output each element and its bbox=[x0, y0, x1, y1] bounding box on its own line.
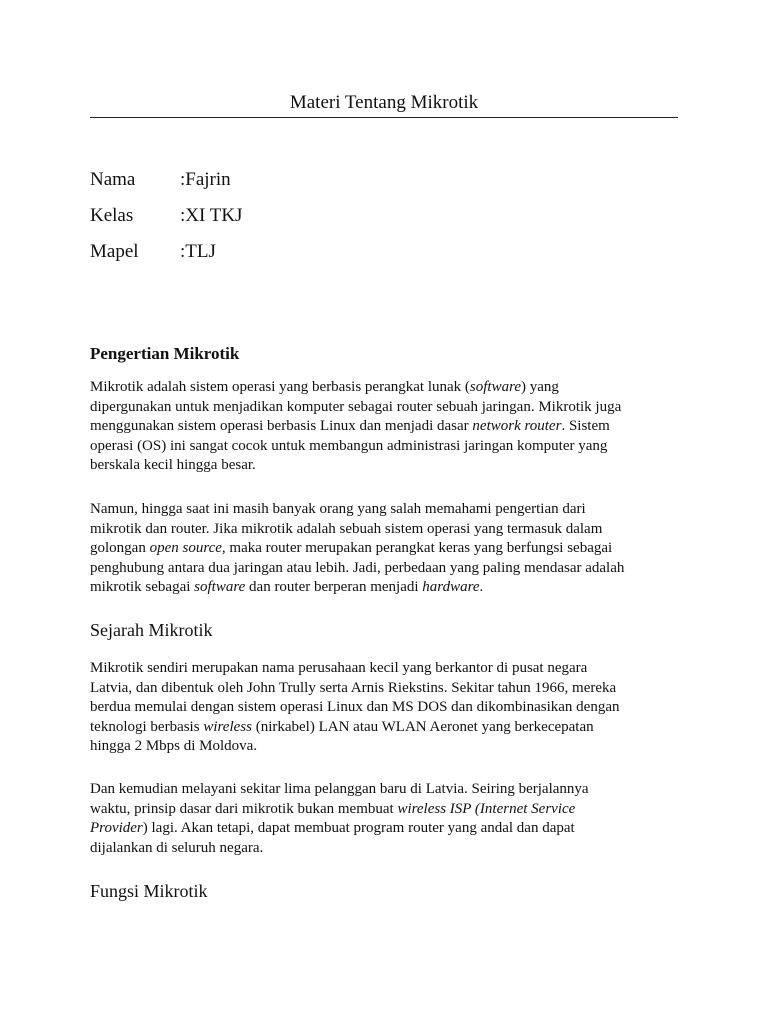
italic-text: software bbox=[194, 579, 246, 596]
paragraph-line bbox=[90, 839, 690, 859]
section-heading-pengertian: Pengertian Mikrotik bbox=[90, 344, 240, 363]
paragraph-line bbox=[90, 456, 690, 476]
info-row-kelas bbox=[90, 202, 242, 238]
info-value: :Fajrin bbox=[180, 169, 231, 190]
paragraph-pengertian-1 bbox=[90, 378, 690, 476]
student-info bbox=[90, 166, 242, 274]
info-value: :XI TKJ bbox=[180, 205, 243, 226]
italic-text: network router bbox=[472, 418, 562, 435]
text-run: operasi (OS) ini sangat cocok untuk membangun administrasi jaringan komputer yang bbox=[90, 437, 608, 454]
document-title: Materi Tentang Mikrotik bbox=[289, 92, 479, 113]
paragraph-line bbox=[90, 539, 690, 559]
paragraph-line bbox=[90, 559, 690, 579]
text-run: Latvia, dan dibentuk oleh John Trully serta Arnis Riekstins. Sekitar tahun 1966, mereka bbox=[90, 679, 617, 696]
italic-text: Provider bbox=[90, 820, 143, 837]
paragraph-line bbox=[90, 417, 690, 437]
paragraph-line bbox=[90, 378, 690, 398]
paragraph-sejarah-1 bbox=[90, 659, 690, 757]
italic-text: open source bbox=[149, 540, 222, 557]
text-run: (nirkabel) LAN atau WLAN Aeronet yang berkecepatan bbox=[251, 718, 594, 735]
title-divider bbox=[90, 117, 678, 118]
paragraph-line bbox=[90, 718, 690, 738]
paragraph-line bbox=[90, 679, 690, 699]
info-label: Kelas bbox=[90, 205, 134, 226]
paragraph-line bbox=[90, 437, 690, 457]
text-run: berskala kecil hingga besar. bbox=[90, 457, 256, 474]
italic-text: hardware bbox=[422, 579, 480, 596]
text-run: waktu, prinsip dasar dari mikrotik bukan membuat bbox=[90, 800, 398, 817]
text-run: dan router berperan menjadi bbox=[245, 579, 423, 596]
section-heading-fungsi: Fungsi Mikrotik bbox=[90, 881, 208, 901]
text-run: dijalankan di seluruh negara. bbox=[90, 839, 264, 856]
paragraph-line bbox=[90, 780, 690, 800]
text-run: mikrotik sebagai bbox=[90, 579, 195, 596]
section-heading-sejarah: Sejarah Mikrotik bbox=[90, 620, 213, 640]
text-run: hingga 2 Mbps di Moldova. bbox=[90, 738, 258, 755]
info-label: Mapel bbox=[90, 241, 139, 262]
paragraph-pengertian-2 bbox=[90, 500, 690, 598]
text-run: teknologi berbasis bbox=[90, 718, 204, 735]
info-row-mapel bbox=[90, 238, 242, 274]
paragraph-line bbox=[90, 578, 690, 598]
text-run: mikrotik dan router. Jika mikrotik adalah sebuah sistem operasi yang termasuk dalam bbox=[90, 520, 603, 537]
text-run: Mikrotik adalah sistem operasi yang berbasis perangkat lunak ( bbox=[90, 379, 470, 395]
text-run: . bbox=[479, 579, 484, 596]
italic-text: wireless ISP (Internet Service bbox=[397, 800, 576, 817]
text-run: ) lagi. Akan tetapi, dapat membuat program router yang andal dan dapat bbox=[142, 820, 575, 837]
paragraph-line bbox=[90, 800, 690, 820]
text-run: . Sistem bbox=[561, 418, 610, 435]
italic-text: software bbox=[469, 379, 522, 395]
info-label: Nama bbox=[90, 169, 136, 190]
paragraph-line bbox=[90, 819, 690, 839]
text-run: Dan kemudian melayani sekitar lima pelanggan baru di Latvia. Seiring berjalannya bbox=[90, 781, 589, 797]
text-run: dipergunakan untuk menjadikan komputer sebagai router sebuah jaringan. Mikrotik juga bbox=[90, 398, 622, 415]
paragraph-line bbox=[90, 398, 690, 418]
info-value: :TLJ bbox=[180, 241, 216, 262]
paragraph-line bbox=[90, 737, 690, 757]
text-run: ) yang bbox=[521, 379, 559, 395]
text-run: menggunakan sistem operasi berbasis Linux dan menjadi dasar bbox=[90, 418, 473, 435]
paragraph-line bbox=[90, 698, 690, 718]
paragraph-line bbox=[90, 500, 690, 520]
text-run: Namun, hingga saat ini masih banyak orang yang salah memahami pengertian dari bbox=[90, 501, 586, 517]
paragraph-line bbox=[90, 520, 690, 540]
text-run: penghubung antara dua jaringan atau lebih. Jadi, perbedaan yang paling mendasar adalah bbox=[90, 559, 625, 576]
info-row-nama bbox=[90, 166, 242, 202]
italic-text: wireless bbox=[203, 718, 252, 735]
text-run: berdua memulai dengan sistem operasi Linux dan MS DOS dan dikombinasikan dengan bbox=[90, 699, 620, 716]
text-run: Mikrotik sendiri merupakan nama perusahaan kecil yang berkantor di pusat negara bbox=[90, 660, 588, 676]
paragraph-sejarah-2 bbox=[90, 780, 690, 858]
text-run: , maka router merupakan perangkat keras yang berfungsi sebagai bbox=[221, 540, 613, 557]
text-run: golongan bbox=[90, 540, 150, 557]
paragraph-line bbox=[90, 659, 690, 679]
